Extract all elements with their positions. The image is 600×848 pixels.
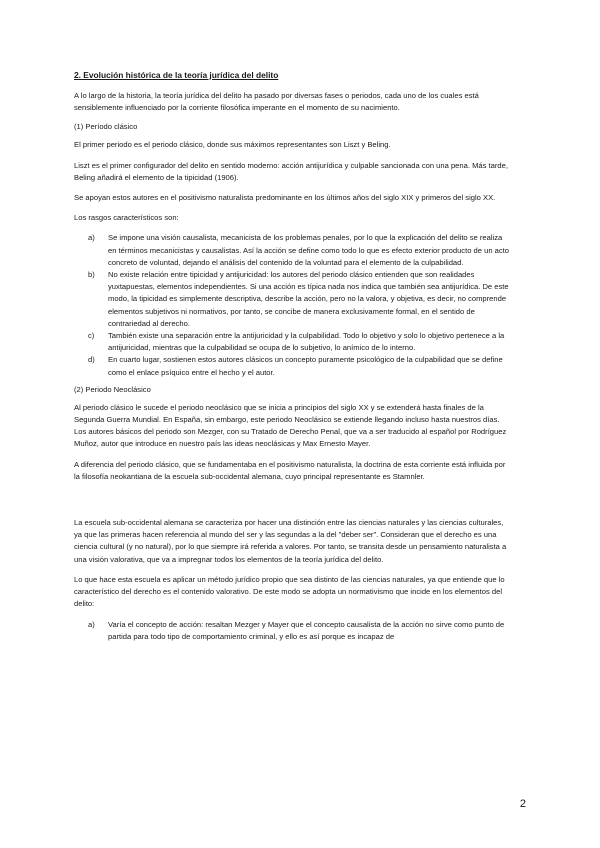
list-item — [74, 619, 512, 643]
body-paragraph: Los rasgos característicos son: — [74, 213, 179, 223]
list-item — [74, 232, 512, 269]
list-letter: b) — [88, 270, 95, 280]
page-number: 2 — [519, 798, 526, 810]
list-item — [74, 330, 512, 354]
list-letter: d) — [88, 355, 95, 365]
spacer — [74, 491, 512, 517]
list-item — [74, 269, 512, 330]
list-text: También existe una separación entre la antijuricidad y la culpabilidad. Todo lo objetivo y solo lo objetivo pertenece a la antijuricidad, mientras que la culpabilidad se ocupa de lo subjetivo, lo anímico de lo interno. — [108, 331, 505, 353]
body-paragraph: El primer periodo es el periodo clásico, donde sus máximos representantes son Liszt y Beling. — [74, 140, 391, 150]
body-paragraph: Al periodo clásico le sucede el periodo neoclásico que se inicia a principios del siglo XX y se extenderá hasta finales de la Segunda Guerra Mundial. En España, sin embargo, este periodo Neoclásico se extiende llegando incluso hasta nuestros días. Los autores básicos del periodo son Mezger, con su Tratado de Derecho Penal, que va a ser traducido al español por Rodríguez Muñoz, autor que introduce en nuestro país las ideas neoclásicas y Max Ernesto Mayer. — [74, 402, 507, 449]
section-title: 2. Evolución histórica de la teoría jurídica del delito — [74, 70, 279, 80]
list-text: Se impone una visión causalista, mecanicista de los problemas penales, por lo que la explicación del delito se realiza en términos mecanicistas y causalistas. Así la acción se define como todo lo que es efecto exterior producto de un acto concreto de voluntad, dejando el análisis del contenido de la voluntad para el elemento de la culpabilidad. — [108, 233, 510, 267]
list-item — [74, 354, 512, 378]
intro-paragraph: A lo largo de la historia, la teoría jurídica del delito ha pasado por diversas fases o periodos, cada uno de los cuales está sensiblemente influenciado por la corriente filosófica imperante en el momento de su nacimiento. — [74, 91, 479, 113]
period-clasico-heading: (1) Período clásico — [74, 122, 138, 132]
clasico-features-list — [74, 232, 512, 378]
list-letter: c) — [88, 331, 95, 341]
body-paragraph: A diferencia del periodo clásico, que se fundamentaba en el positivismo naturalista, la doctrina de esta corriente está influida por la filosofía neokantiana de la escuela sub-occidental alemana, cuyo principal representante es Stamnler. — [74, 459, 506, 481]
body-paragraph: Se apoyan estos autores en el positivismo naturalista predominante en los últimos años del siglo XIX y primeros del siglo XX. — [74, 193, 496, 203]
list-letter: a) — [88, 233, 95, 243]
list-letter: a) — [88, 619, 95, 629]
neoclasico-features-list — [74, 619, 512, 643]
body-paragraph: La escuela sub-occidental alemana se caracteriza por hacer una distinción entre las ciencias naturales y las ciencias culturales, ya que las primeras hacen referencia al mundo del ser y las segundas a la del "deber ser". Consideran que el derecho es una ciencia cultural (y no natural), por lo que siempre irá referida a valores. Por tanto, se transita desde un pensamiento naturalista a una visión valorativa, que va a impregnar todos los elementos de la teoría jurídica del delito. — [74, 518, 507, 564]
body-paragraph: Lo que hace esta escuela es aplicar un método jurídico propio que sea distinto de las ciencias naturales, ya que entiende que lo característico del derecho es el contenido valorativo. De este modo se adopta un normativismo que incide en los elementos del delito: — [74, 574, 505, 609]
list-text: No existe relación entre tipicidad y antijuricidad: los autores del periodo clásico entienden que son realidades yuxtapuestas, elementos independientes. Si una acción es típica nada nos indica que también sea antijurídica. De este modo, la tipicidad es simplemente descriptiva, describe la acción, pero no la valora, y objetiva, es decir, no comprende elementos subjetivos ni normativos, por tanto, se concibe de manera exclusivamente formal, en el sentido de contrariedad al derecho. — [108, 270, 509, 328]
period-neoclasico-heading: (2) Periodo Neoclásico — [74, 384, 151, 394]
body-paragraph: Liszt es el primer configurador del delito en sentido moderno: acción antijurídica y culpable sancionada con una pena. Más tarde, Beling añadirá el elemento de la tipicidad (1906). — [74, 160, 508, 182]
list-text: Varía el concepto de acción: resaltan Mezger y Mayer que el concepto causalista de la acción no sirve como punto de partida para todo tipo de comportamiento criminal, y ello es así porque es incapaz de — [108, 619, 505, 641]
list-text: En cuarto lugar, sostienen estos autores clásicos un concepto puramente psicológico de la culpabilidad que se define como el enlace psíquico entre el hecho y el autor. — [108, 355, 503, 377]
